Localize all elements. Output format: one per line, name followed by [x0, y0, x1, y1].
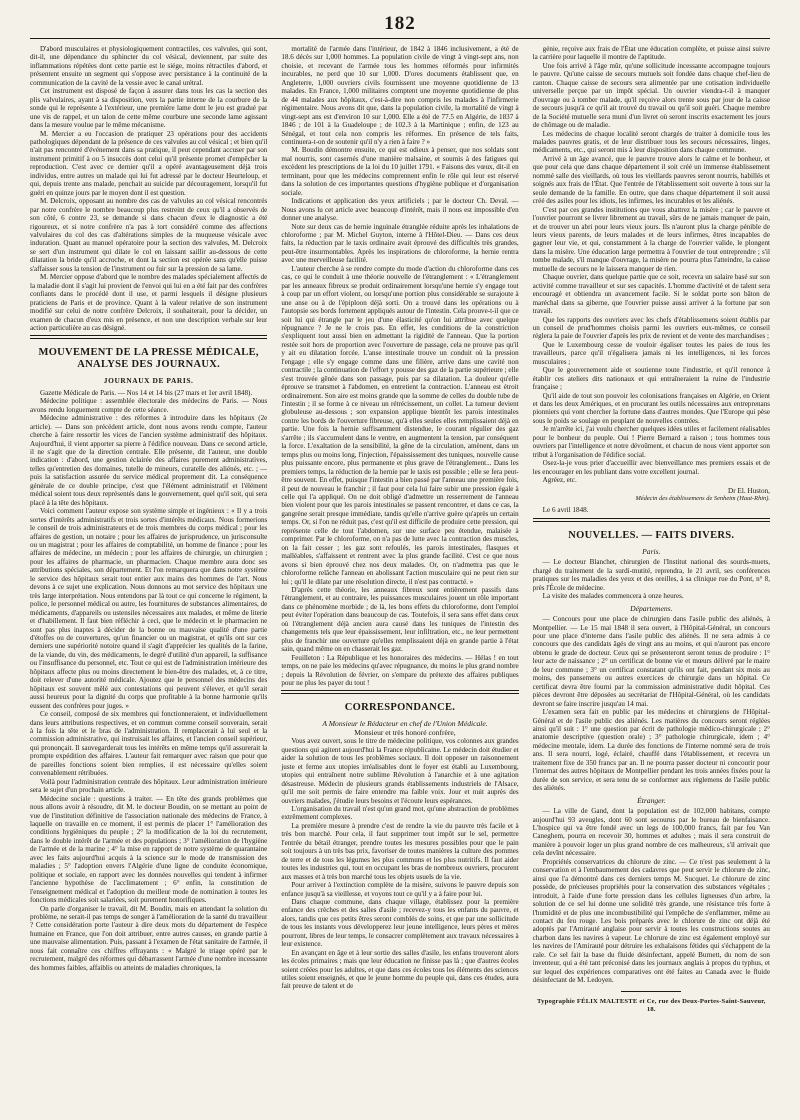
paragraph: Voilà pour l'administration centrale des hôpitaux. Leur administration intérieure sera le sujet d'un prochain article. — [30, 777, 268, 795]
section-rule — [30, 335, 267, 339]
paragraph: L'examen sera fait en public par les médecins et chirurgiens de l'Hôpital-Général et de l'asile public des aliénés. Les matières du concours seront réglées ainsi qu'il suit : 1° une question par écrit de pathologie médico-chirurgicale ; 2° anatomie descriptive (question orale) ; 3° pathologie chirurgicale, idem ; 4° médecine mentale, idem. La durée des fonctions de l'interne nommé sera de trois ans. Il sera nourri, logé, éclairé, chauffé dans l'établissement, et recevra un traitement fixe de 350 francs par an. Il ne pourra passer docteur ni concourir pour l'internat des autres hôpitaux de Montpellier pendant les trois années fixées pour la durée de son service, et sera tenu de se conformer aux règlemens de l'asile public des aliénés. — [532, 708, 770, 793]
letter-dateline: Le 6 avril 1848. — [542, 506, 589, 515]
paragraph: Pour arriver à l'extinction complète de la misère, suivons le pauvre depuis son enfance jusqu'à sa vieillesse, et voyons tout ce qu'il y a à faire pour lui. — [281, 881, 519, 898]
paragraph: Médecine politique : assemblée électorale des médecins de Paris. — Nous avons rendu longuement compte de cette séance. — [30, 397, 268, 414]
paragraph: Voici comment l'auteur expose son système simple et ingénieux : « Il y a trois sortes d'intérêts administratifs et trois sortes d'intérêts médicaux. Nous formerions le conseil de trois administrateurs et de trois membres du corps médical ; pour les affaires de gestion, un notaire ; pour les affaires de jurisprudence, un jurisconsulte ou un magistrat ; pour les affaires de comptabilité, un homme de finance ; pour les affaires de médecine, un médecin ; pour les affaires de chirurgie, un chirurgien ; pour les affaires de pharmacie, un pharmacien. Chaque membre aura donc ses attributions spéciales, son département. Et l'on remarquera que dans notre système le service des hôpitaux serait tout entier aux mains des hommes de l'art. Nous devons à ce sujet une explication. Nous donnons au mot service des hôpitaux une très large interprétation. Nous entendons par là tout ce qui concerne le régiment, la police, le personnel médical ou autre, les fournitures de substances alimentaires, de médicaments, d'appareils ou ustensiles nécessaires aux malades, et même de literie et d'habillement. Il faut bien réfléchir à ceci, que le médecin et le pharmacien ne sont pas plus inaptes à décider de la bonne ou mauvaise qualité d'une partie d'étoffes ou de couvertures, qu'un financier ou un magistrat, et qu'ils ont sur ces derniers une supériorité notoire quand il s'agit d'apprécier les qualités de la farine, de la viande, du vin, des médicaments, le degré d'utilité d'un appareil, la suffisance ou l'insuffisance du personnel, etc. Tout ce qui est de l'administration intérieure des hôpitaux affecte plus ou moins directement le bien-être des malades, et, à ce titre, doit relever d'une autorité médicale. Ajoutez que le personnel des médecins des hôpitaux est souvent mêlé aux contestations qui peuvent s'élever, et qu'il serait aussi heureux pour la dignité du corps que profitable à la bonne harmonie qu'ils eussent des confrères pour juges. » — [30, 507, 268, 710]
paragraph: En avançant en âge et à leur sortie des salles d'asile, les enfans trouveront alors les écoles primaires ; mais que leur éducation ne finisse pas là ; que d'autres écoles soient créées pour les adultes, et que dans ces écoles tous les éléments des sciences utiles soient enseignés, et que le jeune homme du peuple qui, dans ces études, aura fait preuve de talent et de — [281, 948, 519, 991]
column-2 — [281, 45, 518, 1103]
signature-affiliation: Médecin des établissemens de Senheim (Haut-Rhin). — [635, 495, 770, 503]
paragraph: M. Delcroix, opposant au nombre des cas de valvules au col vésical rencontrés par notre confrère le nombre beaucoup plus restreint de ceux qu'il a observés de son côté, 6 contre 23, se demande si dans chacun d'eux le diagnostic a été rigoureux, et si notre confrère n'a pas à tort considéré comme des affections valvulaires du col des cas d'altérations simples de la muqueuse vésicale avec induration. Quant au manuel opératoire pour la section des valvules, M. Delcroix se sert d'un instrument qui dilate le col en laissant saillir au-dessous de cette dilatation la bride qu'il accroche, et dont la section est opérée sans qu'elle puisse s'affaisser sous la tension de l'instrument ou fuir sur la pression de sa lame. — [30, 197, 268, 273]
section-title-correspondance: CORRESPONDANCE. — [344, 702, 456, 714]
paragraph: M. Mercier a eu l'occasion de pratiquer 23 opérations pour des accidents pathologiques dépendant de la présence de ces valvules au col vésical ; et bien qu'il n'ait pas rencontré d'événement dans sa pratique, il peut cependant accuser par son instrument primitif à ou 5 insuccès dont celui qu'il présente promet d'empêcher la reproduction. C'est avec ce dernier qu'il a opéré avantageusement déjà trois individus, entre autres un malade qui lui fut adressé par le docteur Heurteloup, et qui, depuis trente ans malade, penchait au suicide par découragement, lorsqu'il fut guéri en quinze jours par le moyen dont il est question. — [30, 129, 268, 197]
letter-salutation: Monsieur et très honoré confrère, — [354, 727, 456, 737]
paragraph: Arrivé à un âge avancé, que le pauvre trouve alors le calme et le bonheur, et que pour cela que dans chaque département il soit créé un immense établissement nommé salle des vieillards, où tous les vieillards pauvres seront nourris, habillés et soignés aux frais de l'État. Que l'entrée de l'établissement soit ouverte à tous sur la seule demande de la famille. En outre, que dans chaque département il soit aussi créé des asiles pour les idiots, les infirmes, les incurables et les aliénés. — [532, 154, 770, 206]
letter-address: A Monsieur le Rédacteur en chef de l'Union Médicale. — [322, 719, 488, 729]
paragraph: Que le Luxembourg cesse de vouloir égaliser toutes les paies de tous les travailleurs, parce qu'il n'égalisera jamais ni les intelligences, ni les forces musculaires ; — [532, 340, 770, 366]
paragraph: Chaque ouvrier, dans quelque partie que ce soit, recevra un salaire basé sur son activité comme travailleur et sur ses capacités. L'homme d'activité et de talent sera encouragé et obtiendra un avancement facile. Si le soldat porte son bâton de maréchal dans sa giberne, que l'ouvrier puisse aussi arriver à la fortune par son travail. — [532, 273, 770, 316]
printer-imprint: Typographie FÉLIX MALTESTE et Ce, rue des Deux-Portes-Saint-Sauveur, 18. — [537, 997, 766, 1014]
paragraph: Feuilleton : La République et les honoraires des médecins. — Hélas ! en tout temps, on ne paie les médecins qu'avec répugnance, du moins le plus grand nombre ; depuis la Révolution de février, on s'empare du prétexte des affaires publiques pour ne plus les payer du tout ! — [281, 653, 519, 687]
paragraph: Ce conseil, composé de six membres qui fonctionneraient, et individuellement dans leurs attributions respectives, et en commun comme conseil souverain, serait à la fois la tête et le bras de l'administration. Il remplacerait à lui seul et la commission administrative, qui instruisait les affaires, et l'ancien conseil supérieur, qui prononçait. Il sauvegarderait tous les intérêts en même temps qu'il assurerait la prompte expédition des affaires. L'auteur fait remarquer avec raison que pour que de pareilles fonctions soient bien remplies, il est nécessaire qu'elles soient convenablement rétribuées. — [30, 710, 268, 778]
place-head-paris: Paris. — [642, 546, 661, 556]
paragraph: Gazette Médicale de Paris. — Nos 14 et 14 bis (27 mars et 1er avril 1848). — [40, 388, 253, 397]
section-title-press: MOUVEMENT DE LA PRESSE MÉDICALE, ANALYSE DES JOURNAUX. — [38, 347, 259, 371]
paragraph: — Le docteur Blanchet, chirurgien de l'Institut national des sourds-muets, chargé du traitement de la surdi-mutité, reprendra, le 21 avril, ses conférences pratiques sur les maladies des yeux et des oreilles, à sa clinique rue du Pont, n° 8, près l'École de médecine. — [532, 558, 770, 592]
section-rule — [533, 518, 770, 522]
section-rule — [281, 690, 518, 694]
section-title-nouvelles: NOUVELLES. — FAITS DIVERS. — [568, 529, 735, 541]
paragraph: Qu'il aide de tout son pouvoir les colonisations françaises en Algérie, en Orient et dans les deux Amériques, et en procurant les outils nécessaires aux entreprenans pionniers qui vont chercher la fortune dans d'autres mondes. Que l'Europe qui pèse sous le poids se soulage en peuplant de nouvelles contrées. — [532, 391, 770, 425]
paragraph: — Concours pour une place de chirurgien dans l'asile public des aliénés, à Montpellier. — Le 15 mai 1848 il sera ouvert, à l'Hôpital-Général, un concours pour une place d'interne dans l'asile public des aliénés. Il ne sera admis à ce concours que des candidats âgés de vingt ans au moins, et qui n'auront pas encore obtenu le grade de docteur. Ceux qui se présenteront seront tenus de produire : 1° leur acte de naissance ; 2° un certificat de bonne vie et mœurs délivré par le maire de leur commune ; 3° un certificat constatant qu'ils ont fait, pendant six mois au moins, des pansemens ou autres exercices de chirurgie dans un hôpital. Ce certificat devra être fourni par la commission administrative dudit hôpital. Ces pièces devront être déposées au secrétariat de l'Hôpital-Général, où les candidats devront se faire inscrire jusqu'au 14 mai. — [532, 615, 770, 708]
paragraph: mortalité de l'armée dans l'intérieur, de 1842 à 1846 inclusivement, a été de 18.6 décès sur 1,000 hommes. La population civile de vingt à vingt-sept ans, non choisie, et recevant de l'armée tous les hommes réformés pour infirmités incurables, ne perd que 10 sur 1,000. D'ores documents établissent que, en Angleterre, 1,000 ouvriers civils fournissent une moyenne quotidienne de 13 malades. En France, 1,000 militaires comptent une moyenne quotidienne de plus de 44 malades aux hôpitaux, c'est-à-dire non compris les malades à l'infirmerie régimentaire. Nous avons dit que, dans la population civile, la mortalité de vingt à vingt-sept ans est d'environ 10 sur 1,000. Elle a été de 77.5 en Algérie, de 1837 à 1846 ; de 101 à la Guadeloupe ; de 102.3 à la Martinique ; enfin, de 123 au Sénégal, et tout cela non compris les réformes. En présence de tels faits, continuera-t-on de soutenir qu'il n'y a rien à faire ? » — [281, 45, 519, 146]
paragraph: Je m'arrête ici, j'ai voulu chercher quelques idées utiles et facilement réalisables pour le bonheur du peuple. Oui ! Pierre Bernard a raison ; tous hommes tous ouvriers par l'intelligence et notre dévoûment, et chacun de nous vient apporter son tribut à l'organisation de l'édifice social. — [532, 425, 770, 459]
paragraph: — La ville de Gand, dont la population est de 102,000 habitans, compte aujourd'hui 93 aveugles, dont 60 sont secourus par le bureau de bienfaisance. L'hospice qui va être fondé avec un legs de 100,000 francs, fait par feu Van Caneghem, pourra en recevoir 30, hommes et adultes ; mais il sera construit de manière à pouvoir loger un plus grand nombre de ces malheureux, s'il arrivait que cela devînt nécessaire. — [532, 807, 770, 858]
column-1 — [30, 45, 267, 1103]
place-head-etranger: Étranger. — [637, 795, 666, 805]
header-rule — [30, 38, 770, 39]
paragraph: Dans chaque commune, dans chaque village, établissez pour la première enfance des crèches et des salles d'asile ; recevez-y tous les enfants du pauvre, et alors, tandis que ces petits êtres seront comblés de soins, et que par une sollicitude de tous les instants vous développerez leur jeune intelligence, leurs pères et mères pourront, libres de leur temps, le consacrer complètement aux travaux nécessaires à leur existence. — [281, 897, 519, 949]
paragraph: M. Mercier oppose d'abord que le nombre des malades spécialement affectés de la maladie dont il s'agit lui provient de l'envoi qui lui en a été fait par des confrères confiants dans le procédé dont il use, et parmi lesquels il désigne plusieurs praticiens de Paris et de province. Quant à la valeur relative de son instrument modifié sur celui de notre confrère Delcroix, il souhaiterait, pour la décider, un examen de chacun d'eux mis en présence, et non une description verbale sur leur action particulière au cas désigné. — [30, 273, 268, 332]
paragraph: M. Boudin démontre ensuite, ce qui est odieux à penser, que nos soldats sont mal nourris, sont casernés d'une manière malsaine, et soumis à des fatigues qui excèdent les prescriptions de la loi du 10 juillet 1791. « Faisons des vœux, dit-il en terminant, pour que les médecins comprennent enfin le rôle qui leur est réservé dans la solution de ces importantes questions d'hygiène publique et d'organisation sociale. — [281, 146, 519, 197]
paragraph: L'auteur cherche à se rendre compte du mode d'action du chloroforme dans ces cas, ce qui le conduit à une théorie nouvelle de l'étranglement : « L'étranglement par les anneaux fibreux se produit ordinairement lorsqu'une hernie s'y engage tout à coup par un effort violent, ou lorsqu'une portion plus considérable se surajoute à une anse ou à de l'épiploon déjà sorti. On a trouvé dans les opérations ou à l'autopsie ses bords fortement appliqués autour de l'intestin. Cela prouve-t-il que ce soit lui qui étrangle par le jeu d'une élasticité qu'on lui attribue avec quelque répugnance ? Je ne le crois pas. En effet, les conditions de la constriction s'expliquent tout aussi bien en admettant la rigidité de l'anneau. Que la portion restée soit hors de proportion avec l'ouverture de passage, cela ne prouve pas qu'il y ait eu dilatation forcée. L'anse intestinale trouve un conduit où la pression l'engage ; elle s'y engage comme dans une filière, arrive dans une cavité non contractile ; la continuation de l'effort y pousse des gaz de la partie supérieure ; elle s'est trouvée gênée dans son passage, puis par sa dilatation. La douleur qu'elle éprouve se transmet à l'abdomen, en entretient la contraction. L'anneau est étroit ordinairement. Son aire est moins grande que la somme de celles du double tube de l'intestin ; il se forme à ce niveau un rétrécissement, un collet. La tumeur devient globuleuse au-dessous ; son expansion applique bientôt les parois intestinales contre les bords de l'ouverture fibreuse, qu'à elles seules elles remplissaient déjà en partie. Une fois la hernie suffisamment distendue, le courant régulier des gaz s'arrête ; ils s'accumulent dans le ventre, en augmentent la tension, par conséquent la force. L'exaltation de la sensibilité, la gêne de la circulation, amènent, dans un temps plus ou moins long, l'injection, l'épaississement des tuniques, nouvelle cause plus puissante encore, plus permanente et plus grave de l'étranglement... Dans les premiers temps, la réduction de la hernie par le taxis est possible ; elle se fera peut-être souvent. En effet, puisque l'intestin a bien passé par l'anneau une première fois, il peut de nouveau le franchir ; il faut pour cela lui faire subir une pression égale à celle qui l'a appliqué. On ne doit obligé d'admettre un resserrement de l'anneau bien violent pour que les parois intestinales se passent rencontrer, et dans ce cas, la gangrène serait presque immédiate, tandis qu'elle n'arrive guère qu'après un certain temps. Or, si l'on ne réduit pas, c'est qu'il est difficile de produire cette pression, qui représente celle de tout l'abdomen, sur une surface peu étendue, malaisée à comprimer. Par le chloroforme, on n'a pas de lutte avec la contraction des muscles, on la fait cesser ; les gaz sont refoulés, les parois intestinales, flasques et malléables, s'affaissent et rentrent avec la plus grande facilité. C'est ce que nous avons si bien éprouvé chez nos deux malades. Or, on n'admettra pas que le chloroforme relâche l'anneau en abolissant l'action musculaire qui ne peut rien sur lui ; qu'il le dilate par une résolution directe, il n'est pas contracté. » — [281, 264, 519, 586]
paragraph: Une fois arrivé à l'âge mûr, qu'une sollicitude incessante accompagne toujours le pauvre. Qu'une caisse de secours mutuels soit fondée dans chaque chef-lieu de canton. Chaque caisse de secours sera alimentée par une cotisation individuelle universelle perçue par un impôt spécial. Un ouvrier viendra-t-il à manquer d'ouvrage ou à tomber malade, qu'il reçoive alors trente sous par jour de la caisse de secours jusqu'à ce qu'il ait trouvé du travail ou qu'il soit guéri. Chaque membre de la Société mutuelle sera muni d'un livret où seront inscrits exactement les jours de chômage ou de maladie. — [532, 61, 770, 130]
page-number: 182 — [384, 13, 416, 34]
column-3 — [533, 45, 770, 1103]
paragraph: Médecine administrative : des réformes à introduire dans les hôpitaux (2e article). — Dans son précédent article, dont nous avons rendu compte, l'auteur cherche à faire ressortir les vices de l'ancien système administratif des hôpitaux. Aujourd'hui, il vient apporter sa pierre à l'édifice nouveau. Dans ce second article, il ne s'agit que de la direction centrale. Elle présente, dit l'auteur, une double indication : d'abord, une gestion éclairée des affaires purement administratives, telles qu'entretien des domaines, tutelle de mineurs, curatelle des aliénés, etc. ; — puis la satisfaction assurée du service médical proprement dit. La conséquence générale de ce double principe, c'est que l'élément administratif et l'élément médical soient tous deux représentés dans le gouvernement, quel qu'il soit, qui sera placé à la tête des hôpitaux. — [30, 414, 268, 507]
paragraph: Osez-la-je vous prier d'accueillir avec bienveillance mes premiers essais et de les encourager en les publiant dans votre excellent journal. — [532, 459, 770, 476]
paragraph: C'est par ces grandes institutions que vous abattrez la misère ; car le pauvre et l'ouvrier pourront se livrer librement au travail, sûrs de ne jamais manquer de pain, et de trouver un abri pour leurs vieux jours. Ils n'auront plus la charge pénible de leurs vieux parents, de leurs malades et de leurs infirmes, êtres incapables de gagner leur vie, et qui, constamment à la charge de l'ouvrier valide, le plongent dans la misère. Une éducation large permettra à l'ouvrier de tout entreprendre ; s'il tombe malade, s'il manque d'ouvrage, la misère ne pourra plus l'atteindre, la caisse mutuelle de secours ne le laissera manquer de rien. — [532, 205, 770, 273]
paragraph: génie, reçoive aux frais de l'État une éducation complète, et puisse ainsi suivre la carrière pour laquelle il montre de l'aptitude. — [532, 45, 770, 62]
paragraph: Les médecins de chaque localité seront chargés de traiter à domicile tous les malades pauvres gratis, et de leur distribuer tous les secours nécessaires, linges, médicaments, etc., qui seront mis à leur disposition dans chaque commune. — [532, 129, 770, 155]
paragraph: Médecine sociale : questions à traiter. — En tête des grands problèmes que nous allons avoir à résoudre, dit M. le docteur Boudin, on se mettant au point de vue de l'institution définitive de l'association nationale des médecins de France, à laquelle on travaille en ce moment, il est permis de placer 1° l'amélioration des conditions hygiéniques du peuple ; 2° la modification de la loi du recrutement, dans le double intérêt de l'armée et des populations ; 3° l'amélioration de l'hygiène de l'armée et de la marine ; 4° la mise en rapport de notre système de quarantaine avec les faits aujourd'hui acquis à la science sur le mode de transmission des maladies ; 5° l'adoption envers l'Algérie d'une ligne de conduite économique, politique et sociale, en rapport avec les données nouvelles qui tendent à infirmer l'ancienne hypothèse de l'acclimatement ; 6° enfin, la constitution de l'enseignement médical et l'adoption du meilleur mode de nomination à toutes les fonctions médicales soit salariées, soit purement honorifiques. — [30, 794, 268, 905]
paragraph: On parle d'organiser le travail, dit M. Boudin, mais en attendant la solution du problème, ne serait-il pas temps de songer à l'amélioration de la santé du travailleur ? Cette considération porte l'auteur à dire deux mots du département de l'espèce humaine en France, que l'on doit attribuer, entre autres causes, en grande partie à une mauvaise alimentation. Puis, passant à l'examen de l'état sanitaire de l'armée, il nous fait connaître ces chiffres effrayants : « Malgré le triage opéré par le recrutement, malgré des réformes qui débarrassent l'armée d'une nombre incessante des hommes faibles, affaiblis ou atteints de maladies chroniques, la — [30, 904, 268, 972]
letter-closing: Agréez, etc. — [542, 476, 577, 485]
place-head-departements: Départemens. — [630, 603, 673, 613]
paragraph: D'après cette théorie, les anneaux fibreux sont entièrement passifs dans l'étranglement, et au contraire, les puissances musculaires jouent un rôle important dans ce phénomène morbide ; de là, les bons effets du chloroforme, dont l'emploi peut éviter l'opération dans beaucoup de cas. Toutefois, il sera sans effet dans ceux où l'étranglement déjà ancien aura causé dans les tuniques de l'intestin des changements tels que leur épaississement, leur infiltration, etc., ne leur permettent plus de franchir une ouverture qu'elles remplissaient déjà en grande partie à l'état sain, quand même on en chasserait les gaz. — [281, 586, 519, 654]
paragraph: Que les rapports des ouvriers avec les chefs d'établissemens soient établis par un conseil de prud'hommes choisis parmi les ouvriers eux-mêmes, ce conseil réglera la paie de l'ouvrier d'après les prix de revient et de vente des marchandises ; — [532, 315, 770, 341]
article-columns — [30, 45, 770, 1103]
paragraph: Vous avez ouvert, sous le titre de médecine politique, vos colonnes aux grandes questions qui agitent aujourd'hui la France républicaine. Le médecin doit étudier et aider la solution de tous les problèmes sociaux. Il doit opposer un raisonnement juste et ferme aux utopies irréalisables dont le foyer est établi au Luxembourg, utopies qui entraînent notre sublime Révolution à l'anarchie et à une agitation désastreuse. Médecin de plusieurs grands établissements industriels de l'Alsace, qu'il me soit permis de faire entendre ma faible voix. Jour et nuit auprès des ouvriers malades, j'étudie leurs besoins et l'écoute leurs espérances. — [281, 737, 519, 805]
paragraph: La première mesure à prendre c'est de rendre la vie du pauvre très facile et à très bon marché. Pour cela, il faut supprimer tout impôt sur le sel, permettre l'entrée du bétail étranger, prendre toutes les mesures possibles pour que le pain soit toujours à un très bas prix, favoriser de toutes manières la culture des pommes de terre et de tous les légumes les plus communs et les plus nutritifs. Il faut aider toutes les industries qui, tout en occupant les bras de nombreux ouvriers, procurent aux masses et à très bon marché tous les objets usuels de la vie. — [281, 821, 519, 881]
paragraph: L'organisation du travail n'est qu'un grand mot, qu'une abstraction de problèmes extrêmement complexes. — [281, 804, 519, 822]
paragraph: Propriétés conservatrices du chlorure de zinc. — Ce n'est pas seulement à la conservation et à l'embaumement des cadavres que peut servir le chlorure de zinc, ainsi que l'a démontré dans ces derniers temps M. Sucquet. Le chlorure de zinc possède, de précieuses propriétés pour la conservation des substances végétales ; introduit, à l'aide d'une forte pression dans les cellules ligneuses d'un arbre, la solution de ce sel lui donne une solidité très grande, une résistance très forte à l'humidité et de plus une incombustibilité qui l'empêche de s'enflammer, même au contact du feu rouge. Les bois préparés avec le chlorure de zinc ont déjà été adoptés par l'Amirauté anglaise pour servir à toutes les constructions soutes au charbon dans les navires à vapeur. Le chlorure de zinc est également employé sur les navires de l'Amirauté pour détruire les exhalaisons fétides qui s'échappent de la cale. Ce sel fait la base du fluide désinfectant, appelé Burnett, du nom de son inventeur, qui a été tant préconisé dans les journaux anglais à propos du typhus, et sur lequel des expériences comparatives ont été faites au Canada avec le fluide désinfectant de M. Ledoyen. — [532, 857, 770, 985]
paragraph: D'abord musculaires et physiologiquement contractiles, ces valvules, qui sont, dit-il, une dépendance du sphincter du col vésical, deviennent, par suite des inflammations répétées dont cette partie est le siége, moins rétractiles d'abord, et présentent ensuite un segment qui s'oppose avec persistance à la continuité de la communication de la cavité de la vessie avec le canal urétral. — [30, 45, 268, 87]
subhead-journaux-paris: JOURNAUX DE PARIS. — [103, 376, 194, 386]
paragraph: Que le gouvernement aide et soutienne toute l'industrie, et qu'il renonce à établir ces ateliers dits nationaux et qui entraîneraient la ruine de l'industrie française ; — [532, 366, 770, 392]
imprint-rule — [621, 991, 681, 992]
paragraph: La visite des malades commencera à onze heures. — [542, 592, 684, 601]
paragraph: Indications et application des yeux artificiels ; par le docteur Ch. Deval. — Nous avons lu cet article avec beaucoup d'intérêt, mais il nous est impossible d'en donner une analyse. — [281, 197, 519, 223]
paragraph: Note sur deux cas de hernie inguinale étranglée réduite après les inhalations de chloroforme ; par M. Michel Guyton, interne à l'Hôtel-Dieu. — Dans ces deux faits, la réduction par le taxis ordinaire avait éprouvé des difficultés très grandes, peut-être insurmontables. Après les inspirations de chloroforme, la hernie rentra avec une merveilleuse facilité. — [281, 222, 519, 265]
paragraph: Cet instrument est disposé de façon à assurer dans tous les cas la section des plis valvulaires, ayant à sa disposition, vers la partie interne de la courbure de la sonde qui le représente à l'extérieur, une première lame dont le jeu est gradué par une vis de rappel, et un talon de cette même courbure une seconde lame agissant dans la mesure voulue par le même mécanisme. — [30, 87, 268, 130]
letter-signature: Dr El. Huston, — [728, 486, 770, 495]
